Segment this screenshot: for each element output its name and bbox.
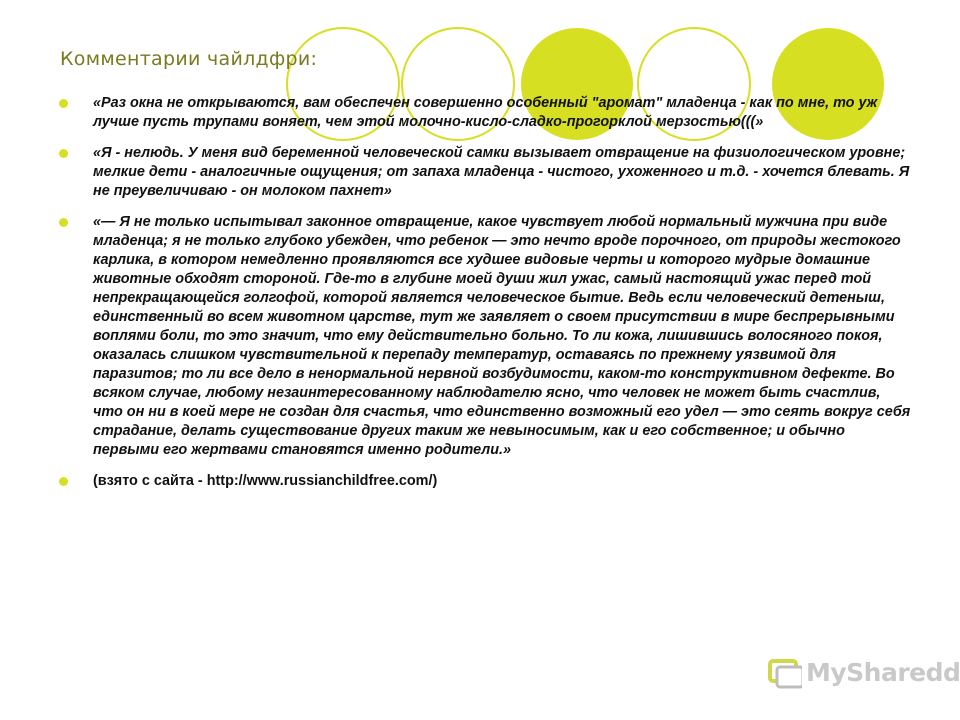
bullet-text: «Раз окна не открываются, вам обеспечен совершенно особенный "аромат" младенца - как по мне, то уж лучше пусть трупами воняет, чем этой молочно-кисло-сладко-прогорклой мерзостью(((» (93, 95, 878, 130)
watermark-logo (766, 655, 960, 695)
bullet-icon (59, 149, 68, 158)
bullet-icon (59, 99, 68, 108)
logo-text: MySharedd (806, 658, 960, 687)
list-item (58, 144, 913, 201)
logo-icon (766, 655, 802, 691)
bullet-icon (59, 218, 68, 227)
list-item (58, 213, 913, 460)
list-item (58, 94, 913, 132)
bullet-text: «— Я не только испытывал законное отвращение, какое чувствует любой нормальный мужчина при виде младенца; я не только глубоко убежден, что ребенок — это нечто вроде порочного, от природы жестокого карлика, в котором немедленно проявляются все худшее видовые черты и которого мудрые домашние животные обходят стороной. Где-то в глубине моей души жил ужас, самый настоящий ужас перед той непрекращающейся голгофой, которой является человеческое бытие. Ведь если человеческий детеныш, единственный во всем животном царстве, тут же заявляет о своем присутствии в мире беспрерывными воплями боли, то это значит, что ему действительно больно. То ли кожа, лишившись волосяного покоя, оказалась слишком чувствительной к перепаду температур, оставаясь по прежнему уязвимой для паразитов; то ли все дело в ненормальной нервной возбудимости, каком-то конструктивном дефекте. Во всяком случае, любому незаинтересованному наблюдателю ясно, что человек не может быть счастлив, что он ни в коей мере не создан для счастья, что единственно возможный его удел — это сеять вокруг себя страдание, делать существование других таким же невыносимым, как и его собственное; и обычно первыми его жертвами становятся именно родители.» (93, 214, 911, 458)
slide-title: Комментарии чайлдфри: (60, 48, 318, 70)
source-link-text: (взято с сайта - http://www.russianchildfree.com/) (93, 473, 438, 489)
bullet-icon (59, 477, 68, 486)
list-item (58, 472, 913, 491)
bullet-list (58, 94, 913, 503)
bullet-text: «Я - нелюдь. У меня вид беременной человеческой самки вызывает отвращение на физиологическом уровне; мелкие дети - аналогичные ощущения; от запаха младенца - чистого, ухоженного и т.д. - хочется блевать. Я не преувеличиваю - он молоком пахнет» (93, 145, 910, 199)
